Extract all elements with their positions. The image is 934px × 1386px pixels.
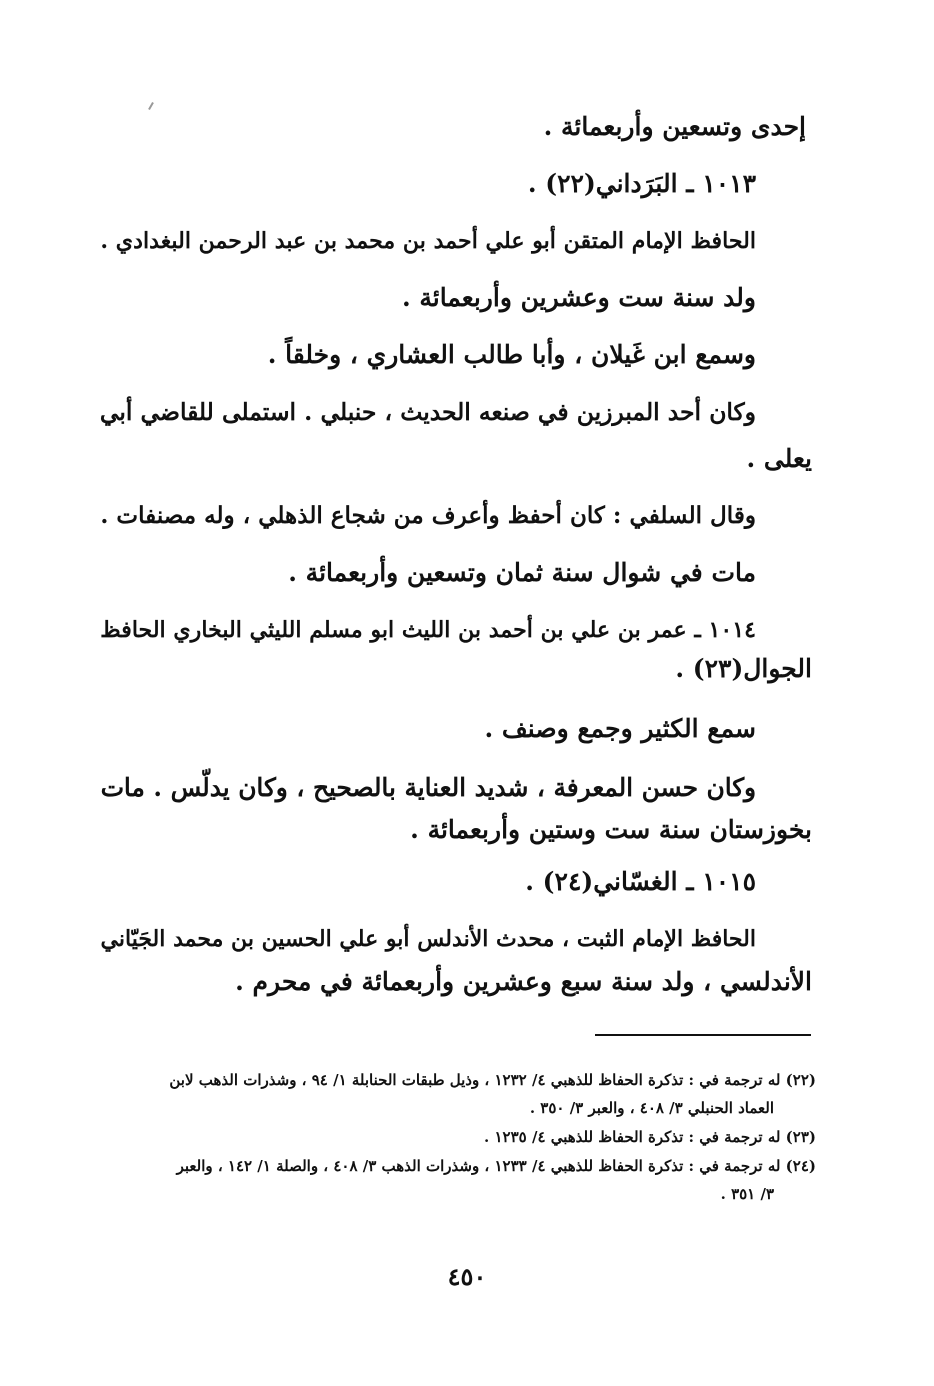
footnote-22: (٢٢) له ترجمة في : تذكرة الحفاظ للذهبي ٤/ ١٢٣٢ ، وذيل طبقات الحنابلة ١/ ٩٤ ، وشذرات الذهب لابن: [169, 1071, 816, 1089]
text-line-11: الجوال(٢٣) .: [675, 654, 812, 683]
footnote-24-continued: ٣/ ٣٥١ .: [720, 1185, 774, 1203]
text-line-4: ولد سنة ست وعشرين وأربعمائة .: [401, 283, 756, 312]
entry-heading-1013: ١٠١٣ ـ البَرَداني(٢٢) .: [527, 169, 756, 198]
text-line-6: وكان أحد المبرزين في صنعه الحديث ، حنبلي . استملى للقاضي أبي: [99, 398, 756, 426]
text-line-5: وسمع ابن غَيلان ، وأبا طالب العشاري ، وخلقاً .: [267, 340, 756, 369]
footnote-separator: [595, 1034, 811, 1036]
text-line-8: وقال السلفي : كان أحفظ وأعرف من شجاع الذهلي ، وله مصنفات .: [100, 502, 756, 529]
scan-speck: [148, 102, 154, 110]
text-line-1: إحدى وتسعين وأربعمائة .: [543, 112, 806, 141]
entry-heading-1014: ١٠١٤ ـ عمر بن علي بن أحمد بن الليث ابو مسلم الليثي البخاري الحافظ: [100, 617, 756, 643]
text-line-12: سمع الكثير وجمع وصنف .: [484, 714, 756, 743]
text-line-3: الحافظ الإمام المتقن أبو علي أحمد بن محمد بن عبد الرحمن البغدادي .: [100, 228, 756, 254]
footnote-23: (٢٣) له ترجمة في : تذكرة الحفاظ للذهبي ٤/ ١٢٣٥ .: [484, 1128, 816, 1146]
footnote-24: (٢٤) له ترجمة في : تذكرة الحفاظ للذهبي ٤/ ١٢٣٣ ، وشذرات الذهب ٣/ ٤٠٨ ، والصلة ١/ ١٤٢ ، والعبر: [176, 1157, 816, 1175]
text-line-7: يعلى .: [746, 444, 812, 473]
page-number: ٤٥٠: [447, 1262, 487, 1291]
text-line-9: مات في شوال سنة ثمان وتسعين وأربعمائة .: [288, 558, 756, 587]
footnote-22-continued: العماد الحنبلي ٣/ ٤٠٨ ، والعبر ٣/ ٣٥٠ .: [529, 1099, 774, 1117]
text-line-17: الأندلسي ، ولد سنة سبع وعشرين وأربعمائة في محرم .: [235, 967, 812, 996]
text-line-14: بخوزستان سنة ست وستين وأربعمائة .: [410, 815, 812, 844]
text-line-13: وكان حسن المعرفة ، شديد العناية بالصحيح ، وكان يدلّس . مات: [100, 773, 756, 802]
entry-heading-1015: ١٠١٥ ـ الغسّاني(٢٤) .: [525, 867, 756, 896]
text-line-16: الحافظ الإمام الثبت ، محدث الأندلس أبو علي الحسين بن محمد الجَيّاني: [100, 926, 756, 952]
